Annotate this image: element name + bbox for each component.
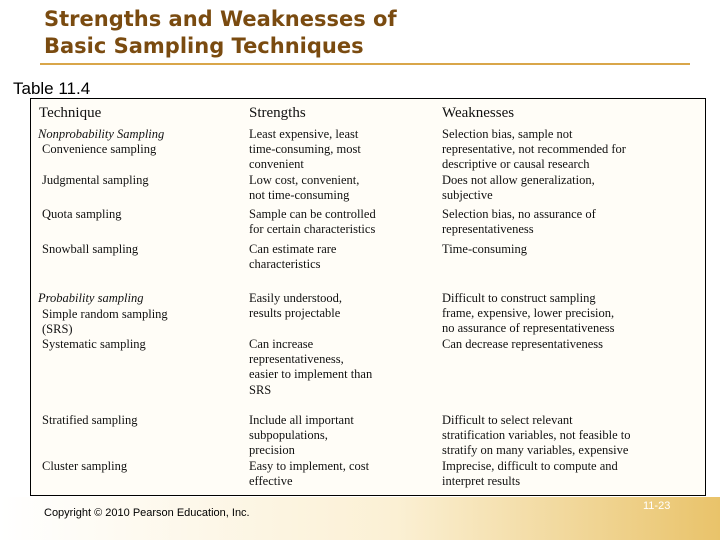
table-caption: Table 11.4 bbox=[13, 79, 91, 98]
technique-judgmental: Judgmental sampling bbox=[42, 173, 149, 187]
category-nonprobability: Nonprobability Sampling bbox=[38, 127, 165, 141]
weakness-judgmental: Does not allow generalization, subjective bbox=[442, 173, 595, 203]
category-probability: Probability sampling bbox=[38, 291, 144, 305]
sampling-techniques-table bbox=[30, 98, 706, 496]
weakness-convenience: Selection bias, sample not representative, not recommended for descriptive or causal research bbox=[442, 127, 626, 172]
copyright-notice: Copyright © 2010 Pearson Education, Inc. bbox=[44, 507, 250, 519]
technique-stratified: Stratified sampling bbox=[42, 413, 138, 427]
title-divider bbox=[40, 63, 690, 65]
strength-srs: Easily understood, results projectable bbox=[249, 291, 343, 321]
weakness-stratified: Difficult to select relevant stratification variables, not feasible to stratify on many variables, expensive bbox=[442, 413, 631, 458]
technique-cluster: Cluster sampling bbox=[42, 459, 128, 473]
strength-convenience: Least expensive, least time-consuming, most convenient bbox=[249, 127, 361, 172]
weakness-srs: Difficult to construct sampling frame, expensive, lower precision, no assurance of representativeness bbox=[442, 291, 615, 336]
strength-judgmental: Low cost, convenient, not time-consuming bbox=[249, 173, 360, 203]
weakness-cluster: Imprecise, difficult to compute and interpret results bbox=[442, 459, 618, 489]
technique-snowball: Snowball sampling bbox=[42, 242, 139, 256]
weakness-quota: Selection bias, no assurance of representativeness bbox=[442, 207, 596, 237]
strength-snowball: Can estimate rare characteristics bbox=[249, 242, 337, 272]
page-number: 11-23 bbox=[643, 500, 671, 512]
header-weaknesses: Weaknesses bbox=[442, 105, 515, 121]
strength-systematic: Can increase representativeness, easier to implement than SRS bbox=[249, 337, 373, 397]
technique-srs: Simple random sampling (SRS) bbox=[42, 307, 168, 337]
weakness-systematic: Can decrease representativeness bbox=[442, 337, 604, 351]
technique-quota: Quota sampling bbox=[42, 207, 122, 221]
technique-convenience: Convenience sampling bbox=[42, 142, 157, 156]
strength-stratified: Include all important subpopulations, precision bbox=[249, 413, 354, 458]
weakness-snowball: Time-consuming bbox=[442, 242, 527, 256]
technique-systematic: Systematic sampling bbox=[42, 337, 146, 351]
slide-title: Strengths and Weaknesses of Basic Sampling Techniques bbox=[44, 7, 397, 58]
strength-cluster: Easy to implement, cost effective bbox=[249, 459, 370, 489]
strength-quota: Sample can be controlled for certain characteristics bbox=[249, 207, 376, 237]
header-strengths: Strengths bbox=[249, 105, 306, 121]
header-technique: Technique bbox=[39, 105, 102, 121]
